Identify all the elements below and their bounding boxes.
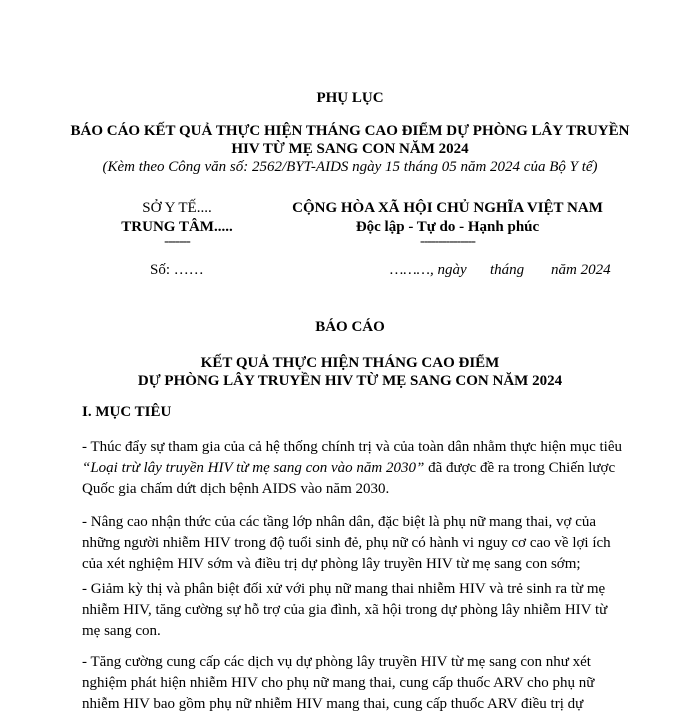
paragraph-1-quote: “Loại trừ lây truyền HIV từ mẹ sang con vào năm 2030” xyxy=(82,460,425,476)
appendix-heading-line2: HIV TỪ MẸ SANG CON NĂM 2024 xyxy=(231,141,469,157)
paragraph-1-tail: đã được đề ra trong Chiến lược Quốc gia chấm dứt dịch bệnh AIDS vào năm 2030. xyxy=(82,460,616,497)
header-center: TRUNG TÂM..... xyxy=(121,219,233,235)
report-title-line1: KẾT QUẢ THỰC HIỆN THÁNG CAO ĐIỂM xyxy=(200,355,500,371)
date-place: ………, ngày xyxy=(390,262,467,278)
header-nation: CỘNG HÒA XÃ HỘI CHỦ NGHĨA VIỆT NAM xyxy=(292,200,603,216)
header-right-rule: --------------- xyxy=(420,234,475,249)
document-number: Số: …… xyxy=(150,262,204,278)
appendix-reference: (Kèm theo Công văn số: 2562/BYT-AIDS ngày 15 tháng 05 năm 2024 của Bộ Y tế) xyxy=(102,159,598,175)
paragraph-2: - Nâng cao nhận thức của các tầng lớp nhân dân, đặc biệt là phụ nữ mang thai, vợ của những người nhiễm HIV trong độ tuổi sinh đẻ, phụ nữ có hành vi nguy cơ cao về lợi ích của xét nghiệm HIV sớm và điều trị dự phòng lây truyền HIV từ mẹ sang con sớm; xyxy=(82,514,611,572)
report-title-line2: DỰ PHÒNG LÂY TRUYỀN HIV TỪ MẸ SANG CON NĂM 2024 xyxy=(137,373,563,389)
paragraph-1-lead: - Thúc đẩy sự tham gia của cả hệ thống chính trị và của toàn dân nhằm thực hiện mục tiêu xyxy=(82,439,622,455)
date-month: tháng xyxy=(490,262,525,278)
section-heading: I. MỤC TIÊU xyxy=(82,404,172,420)
header-left-rule: ------- xyxy=(164,234,190,249)
report-label: BÁO CÁO xyxy=(315,319,385,335)
date-year: năm 2024 xyxy=(551,262,611,278)
header-dept: SỞ Y TẾ.... xyxy=(142,200,212,216)
paragraph-1 xyxy=(82,437,622,500)
appendix-heading-line1: BÁO CÁO KẾT QUẢ THỰC HIỆN THÁNG CAO ĐIỂM DỰ PHÒNG LÂY TRUYỀN xyxy=(70,123,630,139)
paragraph-3: - Giảm kỳ thị và phân biệt đối xử với phụ nữ mang thai nhiễm HIV và trẻ sinh ra từ mẹ nhiễm HIV, tăng cường sự hỗ trợ của gia đình, xã hội trong dự phòng lây nhiễm HIV từ mẹ sang con. xyxy=(82,581,608,639)
header-motto: Độc lập - Tự do - Hạnh phúc xyxy=(355,219,540,235)
appendix-title: PHỤ LỤC xyxy=(316,90,384,106)
paragraph-4: - Tăng cường cung cấp các dịch vụ dự phòng lây truyền HIV từ mẹ sang con như xét nghiệm phát hiện nhiễm HIV cho phụ nữ mang thai, cung cấp thuốc ARV cho phụ nữ nhiễm HIV bao gồm phụ nữ nhiễm HIV mang thai, cung cấp thuốc ARV điều trị dự xyxy=(82,654,595,712)
